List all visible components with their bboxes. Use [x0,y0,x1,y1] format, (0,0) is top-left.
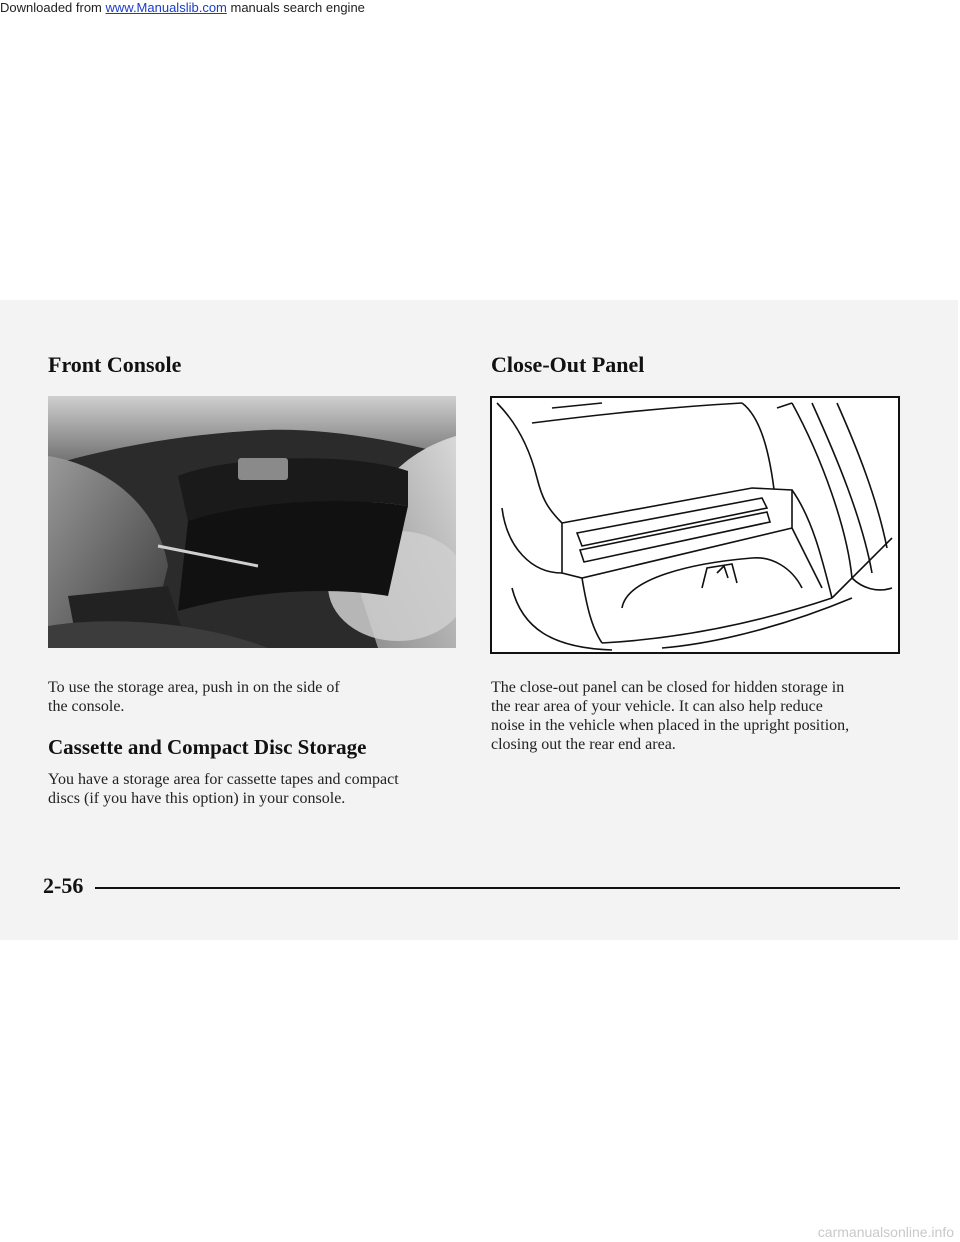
console-photo-icon [48,396,456,648]
manualslib-link[interactable]: www.Manualslib.com [105,0,227,15]
close-out-panel-line-3: noise in the vehicle when placed in the upright position, [491,717,850,734]
close-out-panel-line-2: the rear area of your vehicle. It can also help reduce [491,698,823,715]
page-number: 2-56 [43,873,84,898]
close-out-panel-heading: Close-Out Panel [491,352,645,377]
cassette-storage-line-1: You have a storage area for cassette tapes and compact [48,771,399,788]
footer-rule [95,887,900,889]
close-out-panel-line-4: closing out the rear end area. [491,736,676,753]
console-storage-line-2: the console. [48,698,125,715]
site-watermark: carmanualsonline.info [817,1224,954,1240]
cassette-storage-line-2: discs (if you have this option) in your console. [48,790,346,807]
close-out-panel-illustration-icon [490,396,900,654]
watermark-suffix: manuals search engine [226,0,365,15]
watermark-prefix: Downloaded from [0,0,106,15]
cassette-cd-storage-heading: Cassette and Compact Disc Storage [48,735,367,759]
front-console-heading: Front Console [48,352,182,377]
download-watermark [0,0,365,15]
console-storage-line-1: To use the storage area, push in on the side of [48,679,340,696]
close-out-panel-line-1: The close-out panel can be closed for hidden storage in [491,679,845,696]
